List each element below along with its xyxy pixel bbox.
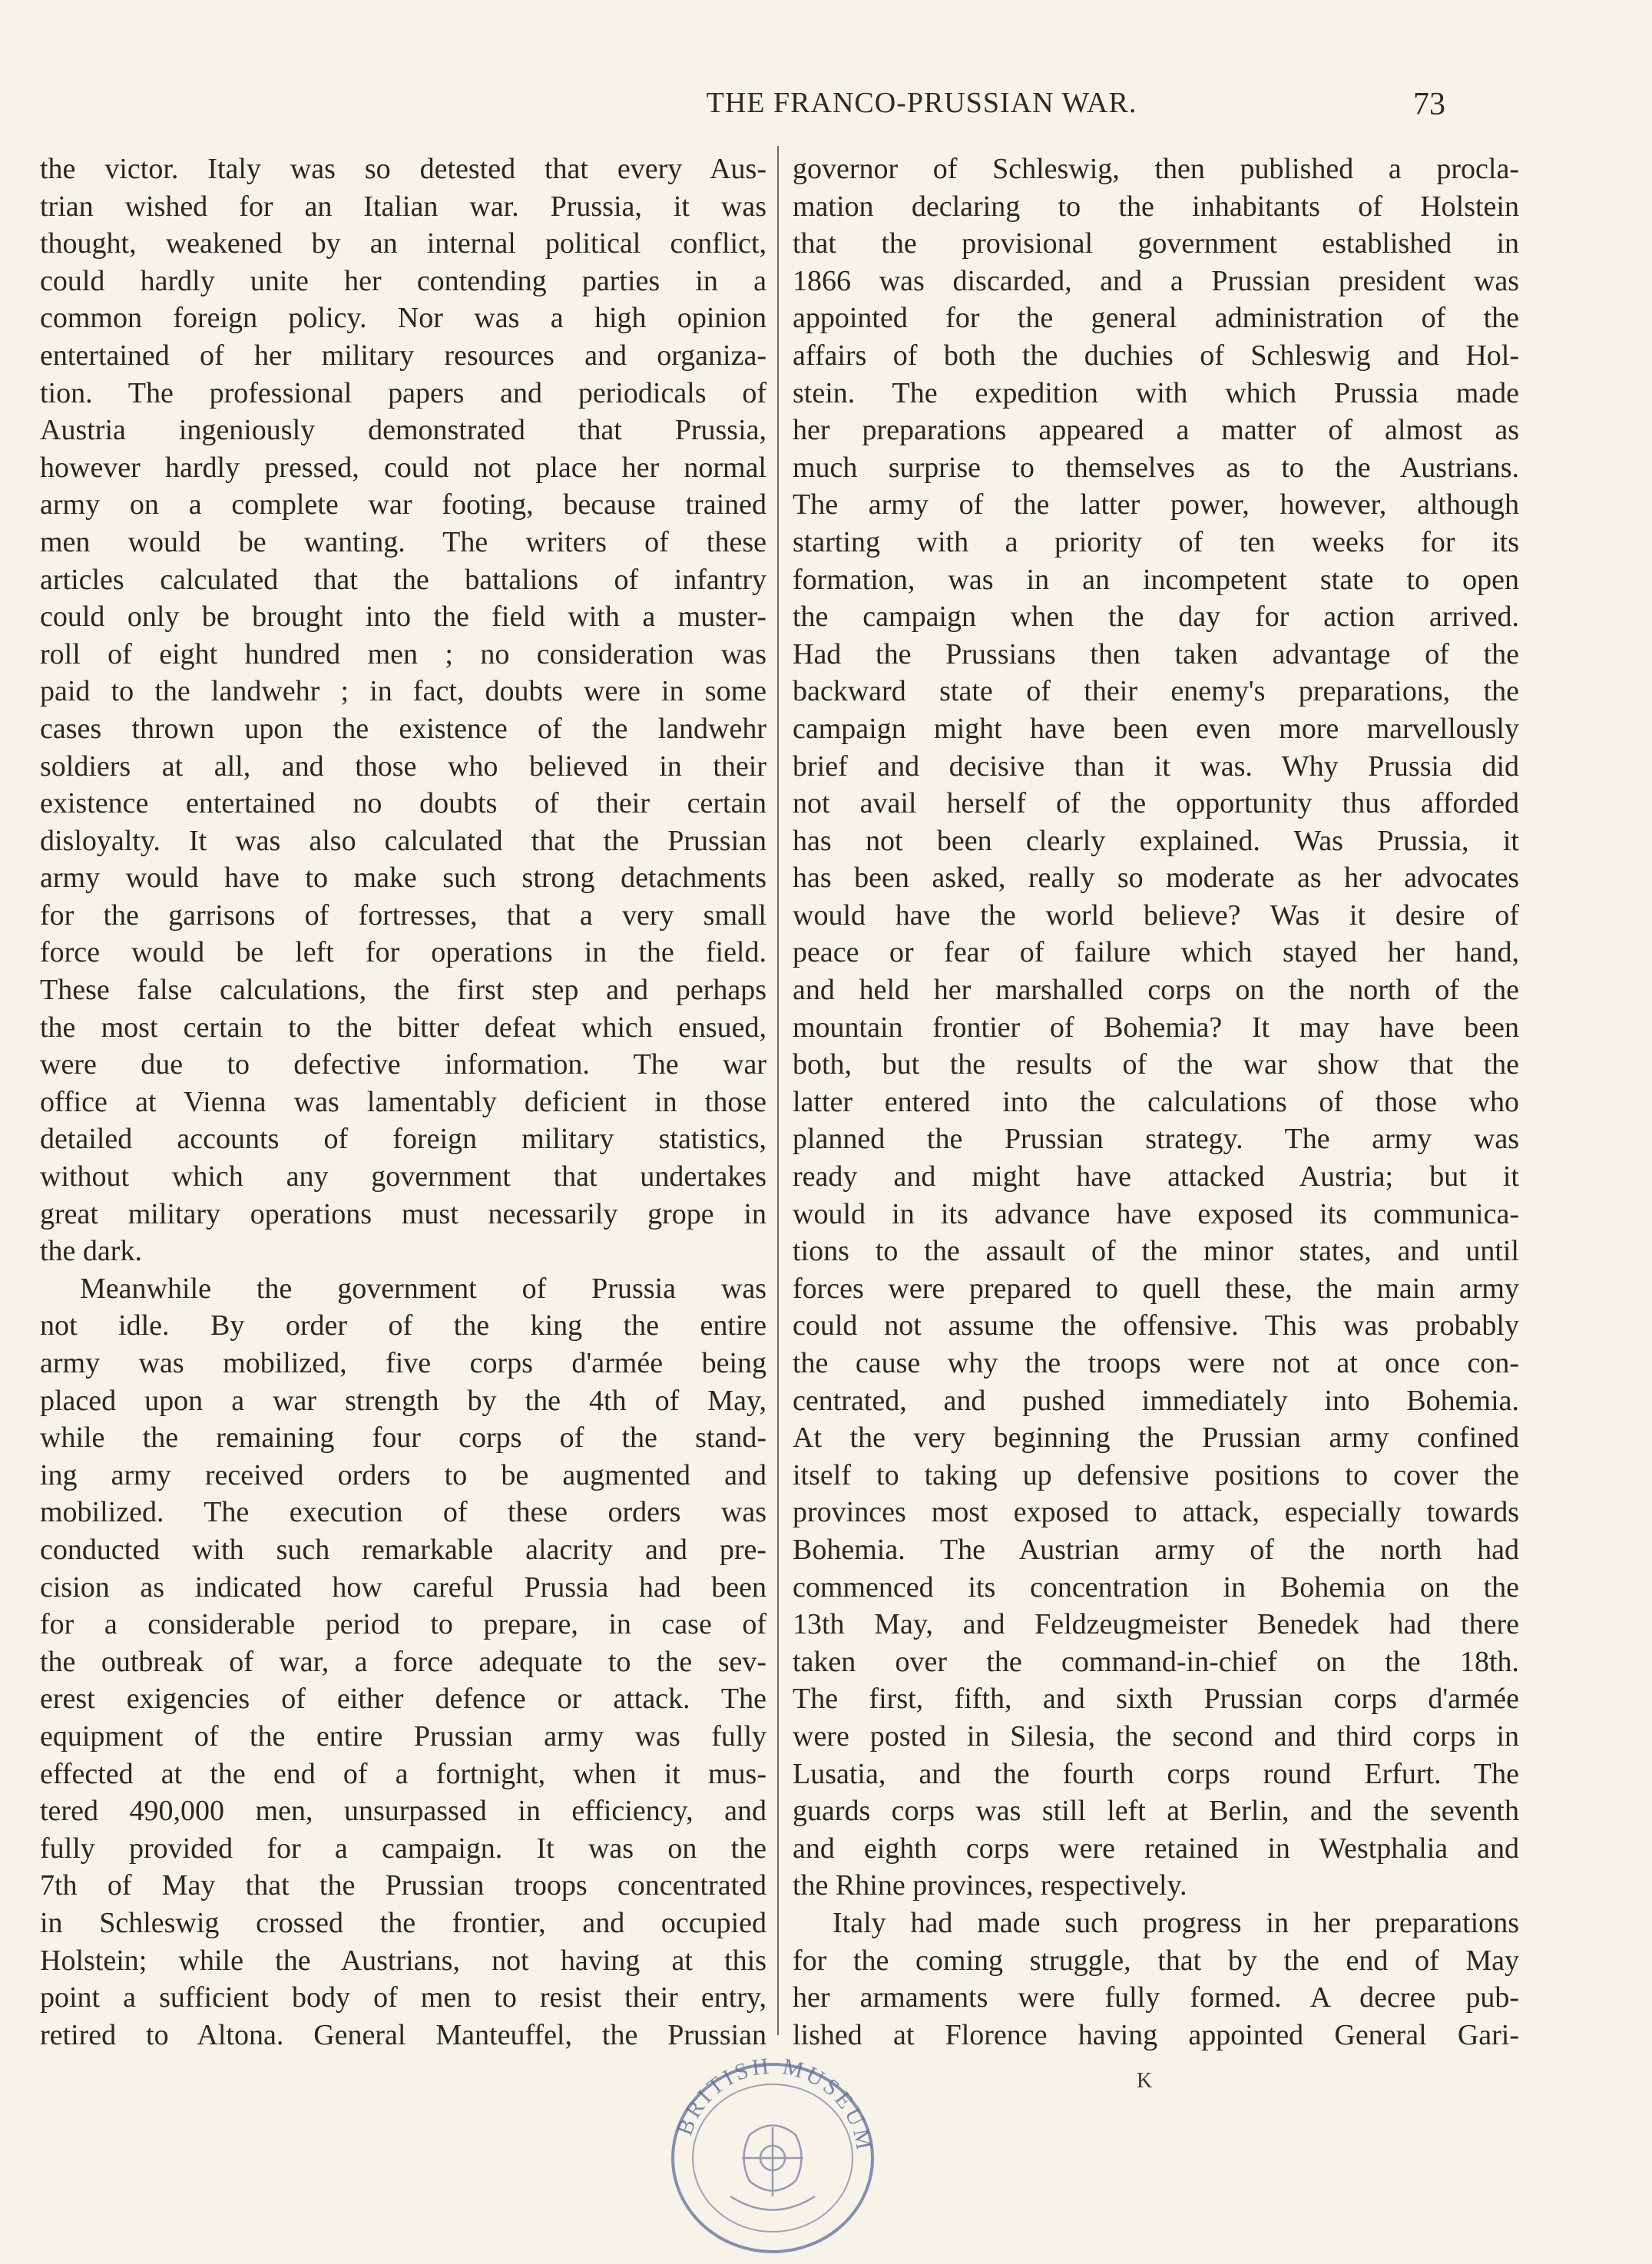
text-line: retired to Altona. General Manteuffel, the Prussian [40, 2018, 766, 2051]
left-text-column [40, 151, 766, 2054]
text-line: 13th May, and Feldzeugmeister Benedek had there [793, 1608, 1519, 1641]
text-line: mountain frontier of Bohemia? It may have been [793, 1011, 1519, 1044]
text-line: however hardly pressed, could not place her normal [40, 451, 766, 484]
text-line: could hardly unite her contending parties in a [40, 264, 766, 297]
text-line: The first, fifth, and sixth Prussian corps d'armée [793, 1683, 1519, 1716]
text-line: cases thrown upon the existence of the landwehr [40, 712, 766, 745]
text-line: cision as indicated how careful Prussia had been [40, 1571, 766, 1604]
text-line: were due to defective information. The war [40, 1048, 766, 1081]
text-line: and held her marshalled corps on the north of the [793, 974, 1519, 1007]
text-line: stein. The expedition with which Prussia made [793, 376, 1519, 409]
text-line: common foreign policy. Nor was a high opinion [40, 302, 766, 335]
text-line: mobilized. The execution of these orders was [40, 1496, 766, 1529]
svg-text:BRITISH MUSEUM [672, 2053, 878, 2154]
text-line: planned the Prussian strategy. The army was [793, 1123, 1519, 1156]
text-line: the cause why the troops were not at once con- [793, 1347, 1519, 1379]
text-line: soldiers at all, and those who believed in their [40, 750, 766, 783]
text-line: could only be brought into the field with a muster- [40, 601, 766, 634]
text-line: 1866 was discarded, and a Prussian president was [793, 264, 1519, 297]
text-line: equipment of the entire Prussian army was fully [40, 1720, 766, 1753]
text-line: forces were prepared to quell these, the main army [793, 1272, 1519, 1305]
text-line: Italy had made such progress in her preparations [833, 1906, 1519, 1939]
text-line: paid to the landwehr ; in fact, doubts were in some [40, 675, 766, 708]
text-line: detailed accounts of foreign military statistics, [40, 1123, 766, 1156]
text-line: office at Vienna was lamentably deficient in those [40, 1085, 766, 1118]
column-divider [777, 146, 779, 2035]
text-line: ing army received orders to be augmented and [40, 1458, 766, 1491]
text-line: roll of eight hundred men ; no consideration was [40, 637, 766, 670]
text-line: great military operations must necessarily grope in [40, 1197, 766, 1230]
stamp-seal-icon [657, 2043, 888, 2258]
text-line: could not assume the offensive. This was probably [793, 1309, 1519, 1342]
text-line: Had the Prussians then taken advantage of the [793, 637, 1519, 670]
text-line: provinces most exposed to attack, especially towards [793, 1496, 1519, 1529]
text-line: has been asked, really so moderate as her advocates [793, 862, 1519, 895]
text-line: Lusatia, and the fourth corps round Erfurt. The [793, 1757, 1519, 1790]
text-line: These false calculations, the first step and perhaps [40, 974, 766, 1007]
text-line: existence entertained no doubts of their certain [40, 787, 766, 820]
text-line: has not been clearly explained. Was Prussia, it [793, 824, 1519, 857]
text-line: thought, weakened by an internal political conflict, [40, 227, 766, 260]
text-line: for the garrisons of fortresses, that a very small [40, 899, 766, 932]
text-line: force would be left for operations in the field. [40, 936, 766, 969]
text-line: men would be wanting. The writers of these [40, 525, 766, 558]
text-line: affairs of both the duchies of Schleswig and Hol- [793, 339, 1519, 372]
text-line: placed upon a war strength by the 4th of May, [40, 1384, 766, 1417]
museum-stamp [657, 2043, 888, 2258]
text-line: both, but the results of the war show that the [793, 1048, 1519, 1081]
text-line: Meanwhile the government of Prussia was [80, 1272, 766, 1305]
text-line: much surprise to themselves as to the Austrians. [793, 451, 1519, 484]
text-line: articles calculated that the battalions of infantry [40, 563, 766, 596]
text-line: the victor. Italy was so detested that every Aus- [40, 153, 766, 185]
text-line: Holstein; while the Austrians, not having at this [40, 1944, 766, 1977]
text-line: entertained of her military resources and organiza- [40, 339, 766, 372]
right-text-column [793, 151, 1519, 2054]
text-line: campaign might have been even more marvellously [793, 712, 1519, 745]
text-line: were posted in Silesia, the second and third corps in [793, 1720, 1519, 1753]
text-line: governor of Schleswig, then published a procla- [793, 153, 1519, 185]
text-line: ready and might have attacked Austria; but it [793, 1160, 1519, 1193]
text-line: formation, was in an incompetent state to open [793, 563, 1519, 596]
text-line: would have the world believe? Was it desire of [793, 899, 1519, 932]
text-line: tion. The professional papers and periodicals of [40, 376, 766, 409]
text-line: At the very beginning the Prussian army confined [793, 1422, 1519, 1455]
text-line: not idle. By order of the king the entire [40, 1309, 766, 1342]
text-line: effected at the end of a fortnight, when it mus- [40, 1757, 766, 1790]
text-line: starting with a priority of ten weeks for its [793, 525, 1519, 558]
text-line: not avail herself of the opportunity thus afforded [793, 787, 1519, 820]
text-line: point a sufficient body of men to resist their entry, [40, 1981, 766, 2014]
text-line: her preparations appeared a matter of almost as [793, 414, 1519, 447]
text-line: her armaments were fully formed. A decree pub- [793, 1981, 1519, 2014]
running-title: THE FRANCO-PRUSSIAN WAR. [706, 87, 1137, 119]
text-line: for a considerable period to prepare, in case of [40, 1608, 766, 1641]
signature-mark: K [1137, 2069, 1153, 2093]
stamp-text: BRITISH MUSEUM [671, 2053, 878, 2155]
text-line: would in its advance have exposed its communica- [793, 1197, 1519, 1230]
text-line: itself to taking up defensive positions to cover the [793, 1458, 1519, 1491]
text-line: the campaign when the day for action arrived. [793, 601, 1519, 634]
text-line: while the remaining four corps of the stand- [40, 1422, 766, 1455]
text-line: the Rhine provinces, respectively. [793, 1869, 1187, 1902]
text-line: tered 490,000 men, unsurpassed in efficiency, and [40, 1795, 766, 1828]
text-line: erest exigencies of either defence or attack. The [40, 1683, 766, 1716]
text-line: Austria ingeniously demonstrated that Prussia, [40, 414, 766, 447]
text-line: peace or fear of failure which stayed her hand, [793, 936, 1519, 969]
text-line: disloyalty. It was also calculated that the Prussian [40, 824, 766, 857]
text-line: mation declaring to the inhabitants of Holstein [793, 190, 1519, 223]
text-line: tions to the assault of the minor states, and until [793, 1235, 1519, 1268]
text-line: and eighth corps were retained in Westphalia and [793, 1832, 1519, 1865]
text-line: guards corps was still left at Berlin, and the seventh [793, 1795, 1519, 1828]
text-line: appointed for the general administration of the [793, 302, 1519, 335]
page-number: 73 [1413, 87, 1445, 122]
text-line: army would have to make such strong detachments [40, 862, 766, 895]
text-line: latter entered into the calculations of those who [793, 1085, 1519, 1118]
text-line: commenced its concentration in Bohemia on the [793, 1571, 1519, 1604]
text-line: brief and decisive than it was. Why Prussia did [793, 750, 1519, 783]
text-line: lished at Florence having appointed General Gari- [793, 2018, 1519, 2051]
text-line: The army of the latter power, however, although [793, 488, 1519, 521]
text-line: for the coming struggle, that by the end of May [793, 1944, 1519, 1977]
text-line: in Schleswig crossed the frontier, and occupied [40, 1906, 766, 1939]
text-line: backward state of their enemy's preparations, the [793, 675, 1519, 708]
text-line: the most certain to the bitter defeat which ensued, [40, 1011, 766, 1044]
running-header [0, 86, 1652, 132]
text-line: trian wished for an Italian war. Prussia, it was [40, 190, 766, 223]
text-line: conducted with such remarkable alacrity and pre- [40, 1533, 766, 1566]
text-line: taken over the command-in-chief on the 18th. [793, 1645, 1519, 1678]
text-line: the dark. [40, 1235, 142, 1268]
text-line: that the provisional government established in [793, 227, 1519, 260]
text-line: army on a complete war footing, because trained [40, 488, 766, 521]
text-line: centrated, and pushed immediately into Bohemia. [793, 1384, 1519, 1417]
text-line: the outbreak of war, a force adequate to the sev- [40, 1645, 766, 1678]
text-line: army was mobilized, five corps d'armée being [40, 1347, 766, 1379]
text-line: 7th of May that the Prussian troops concentrated [40, 1869, 766, 1902]
text-line: without which any government that undertakes [40, 1160, 766, 1193]
text-line: Bohemia. The Austrian army of the north had [793, 1533, 1519, 1566]
text-line: fully provided for a campaign. It was on the [40, 1832, 766, 1865]
